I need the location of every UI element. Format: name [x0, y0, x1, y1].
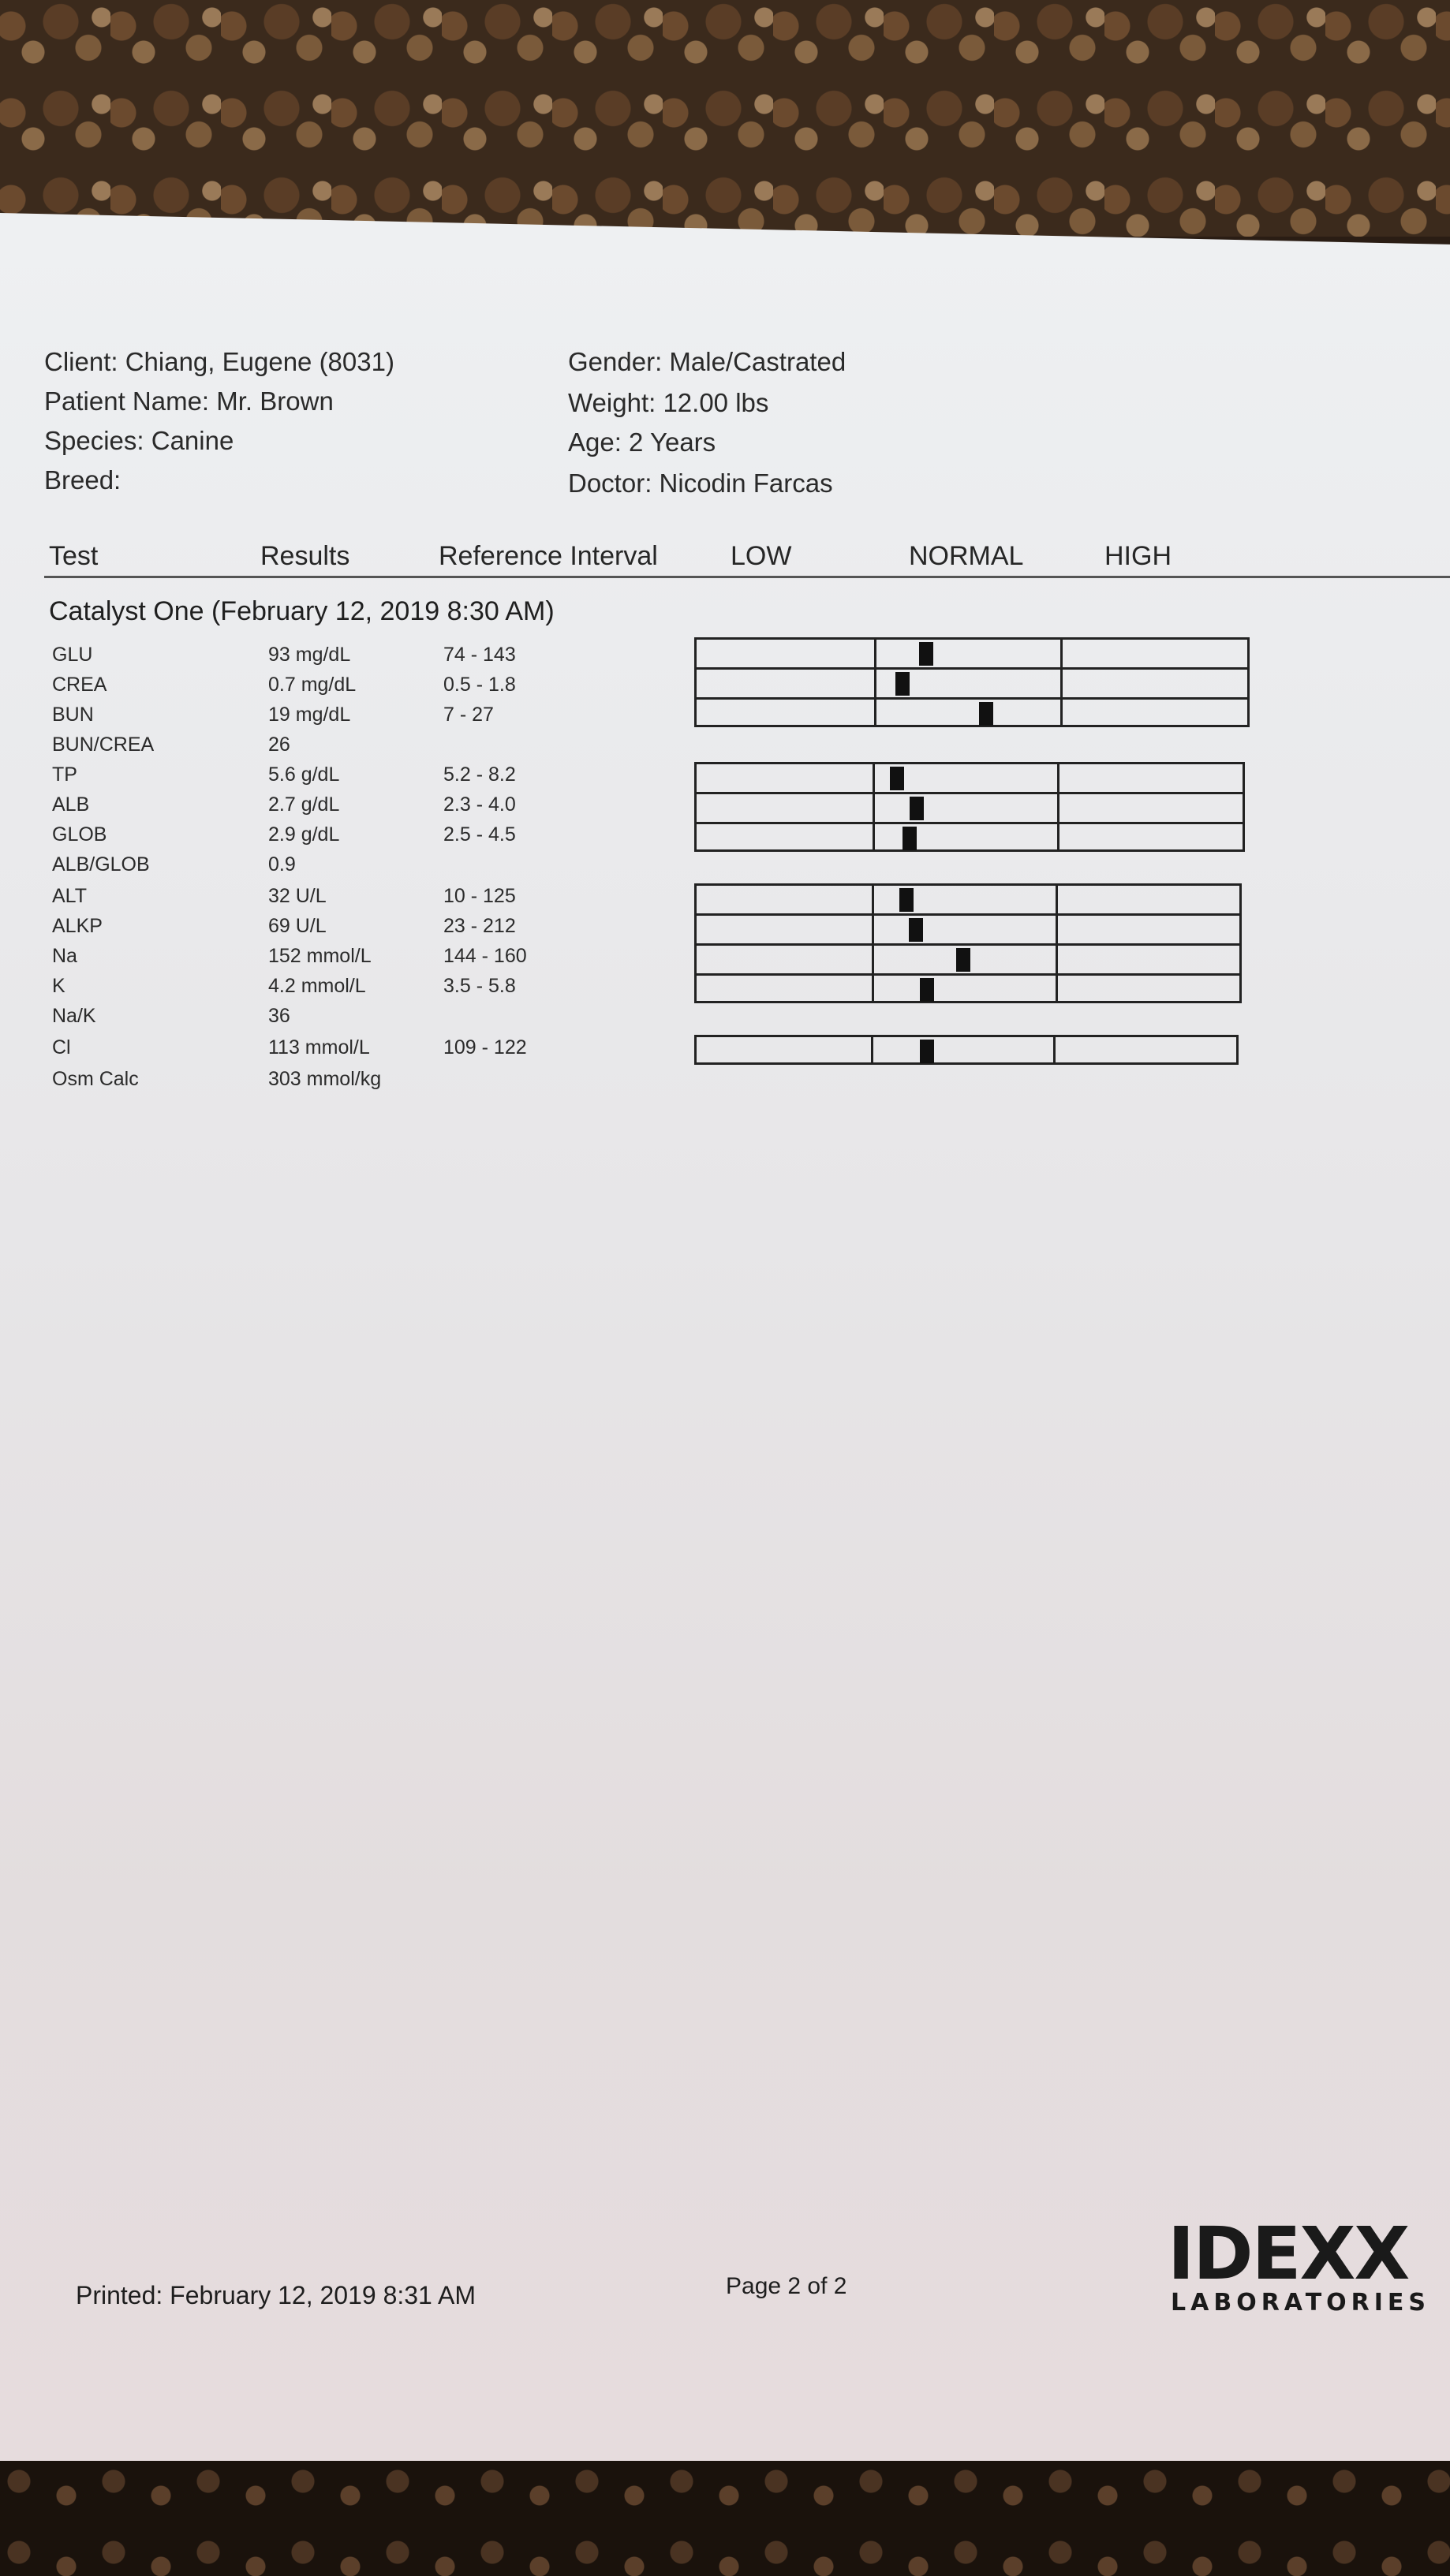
range-divider [1057, 764, 1059, 849]
test-name: ALKP [52, 915, 103, 937]
test-result: 0.7 mg/dL [268, 674, 357, 696]
range-marker [919, 642, 933, 666]
range-marker [910, 797, 924, 820]
reference-interval: 10 - 125 [443, 885, 516, 907]
weight: Weight: 12.00 lbs [568, 388, 769, 417]
test-result: 69 U/L [268, 915, 327, 937]
test-name: K [52, 975, 65, 997]
range-divider [1060, 640, 1063, 725]
test-result: 152 mmol/L [268, 945, 372, 967]
test-result: 0.9 [268, 853, 296, 875]
test-result: 36 [268, 1005, 290, 1027]
col-test: Test [49, 541, 99, 571]
range-divider [871, 1037, 873, 1062]
patient-name: Patient Name: Mr. Brown [44, 386, 334, 416]
range-row-line [697, 943, 1239, 946]
test-result: 2.9 g/dL [268, 823, 340, 846]
test-name: CREA [52, 674, 107, 696]
col-reference: Reference Interval [439, 541, 658, 571]
test-result: 4.2 mmol/L [268, 975, 366, 997]
test-name: Osm Calc [52, 1068, 139, 1090]
range-marker [920, 1040, 934, 1063]
range-row-line [697, 697, 1247, 700]
client-info: Client: Chiang, Eugene (8031) [44, 347, 394, 376]
test-result: 2.7 g/dL [268, 793, 340, 816]
test-result: 93 mg/dL [268, 644, 351, 666]
range-bar-group [694, 637, 1250, 727]
range-divider [874, 640, 876, 725]
col-normal: NORMAL [909, 541, 1024, 571]
report-paper [0, 213, 1450, 2461]
test-name: BUN/CREA [52, 734, 155, 756]
reference-interval: 2.3 - 4.0 [443, 793, 516, 816]
range-bar-group [694, 762, 1245, 852]
test-name: ALT [52, 885, 87, 907]
range-row-line [697, 913, 1239, 916]
test-name: BUN [52, 704, 94, 726]
countertop-bottom [0, 2453, 1450, 2576]
reference-interval: 7 - 27 [443, 704, 494, 726]
test-name: Cl [52, 1036, 71, 1058]
page-number: Page 2 of 2 [726, 2273, 847, 2299]
test-name: GLOB [52, 823, 107, 846]
reference-interval: 0.5 - 1.8 [443, 674, 516, 696]
range-marker [909, 918, 923, 942]
reference-interval: 3.5 - 5.8 [443, 975, 516, 997]
reference-interval: 144 - 160 [443, 945, 527, 967]
test-result: 5.6 g/dL [268, 763, 340, 786]
species: Species: Canine [44, 426, 234, 455]
range-divider [873, 764, 875, 849]
test-result: 303 mmol/kg [268, 1068, 382, 1090]
idexx-logo: IDEXX [1168, 2212, 1409, 2296]
test-name: TP [52, 763, 77, 786]
test-result: 113 mmol/L [268, 1036, 370, 1058]
breed: Breed: [44, 465, 121, 495]
doctor: Doctor: Nicodin Farcas [568, 469, 833, 498]
col-low: LOW [731, 541, 792, 571]
test-name: Na [52, 945, 77, 967]
test-result: 32 U/L [268, 885, 327, 907]
col-high: HIGH [1104, 541, 1172, 571]
range-marker [956, 948, 970, 972]
gender: Gender: Male/Castrated [568, 347, 846, 376]
reference-interval: 5.2 - 8.2 [443, 763, 516, 786]
test-result: 19 mg/dL [268, 704, 351, 726]
range-marker [895, 672, 910, 696]
range-marker [890, 767, 904, 790]
test-name: GLU [52, 644, 93, 666]
range-marker [903, 827, 917, 850]
col-results: Results [260, 541, 350, 571]
reference-interval: 2.5 - 4.5 [443, 823, 516, 846]
reference-interval: 109 - 122 [443, 1036, 527, 1058]
range-marker [920, 978, 934, 1002]
range-marker [979, 702, 993, 726]
range-row-line [697, 822, 1243, 824]
reference-interval: 23 - 212 [443, 915, 516, 937]
printed-date: Printed: February 12, 2019 8:31 AM [76, 2281, 476, 2309]
header-rule [44, 576, 1450, 578]
range-marker [899, 888, 914, 912]
range-bar-group [694, 883, 1242, 1003]
test-result: 26 [268, 734, 290, 756]
test-name: ALB [52, 793, 90, 816]
range-row-line [697, 667, 1247, 670]
test-name: ALB/GLOB [52, 853, 150, 875]
range-row-line [697, 792, 1243, 794]
range-bar-group [694, 1035, 1239, 1065]
age: Age: 2 Years [568, 427, 716, 457]
idexx-logo-sub: LABORATORIES [1171, 2289, 1431, 2317]
section-title: Catalyst One (February 12, 2019 8:30 AM) [49, 596, 555, 626]
countertop-top [0, 0, 1450, 237]
range-row-line [697, 973, 1239, 976]
reference-interval: 74 - 143 [443, 644, 516, 666]
test-name: Na/K [52, 1005, 96, 1027]
range-divider [1053, 1037, 1056, 1062]
